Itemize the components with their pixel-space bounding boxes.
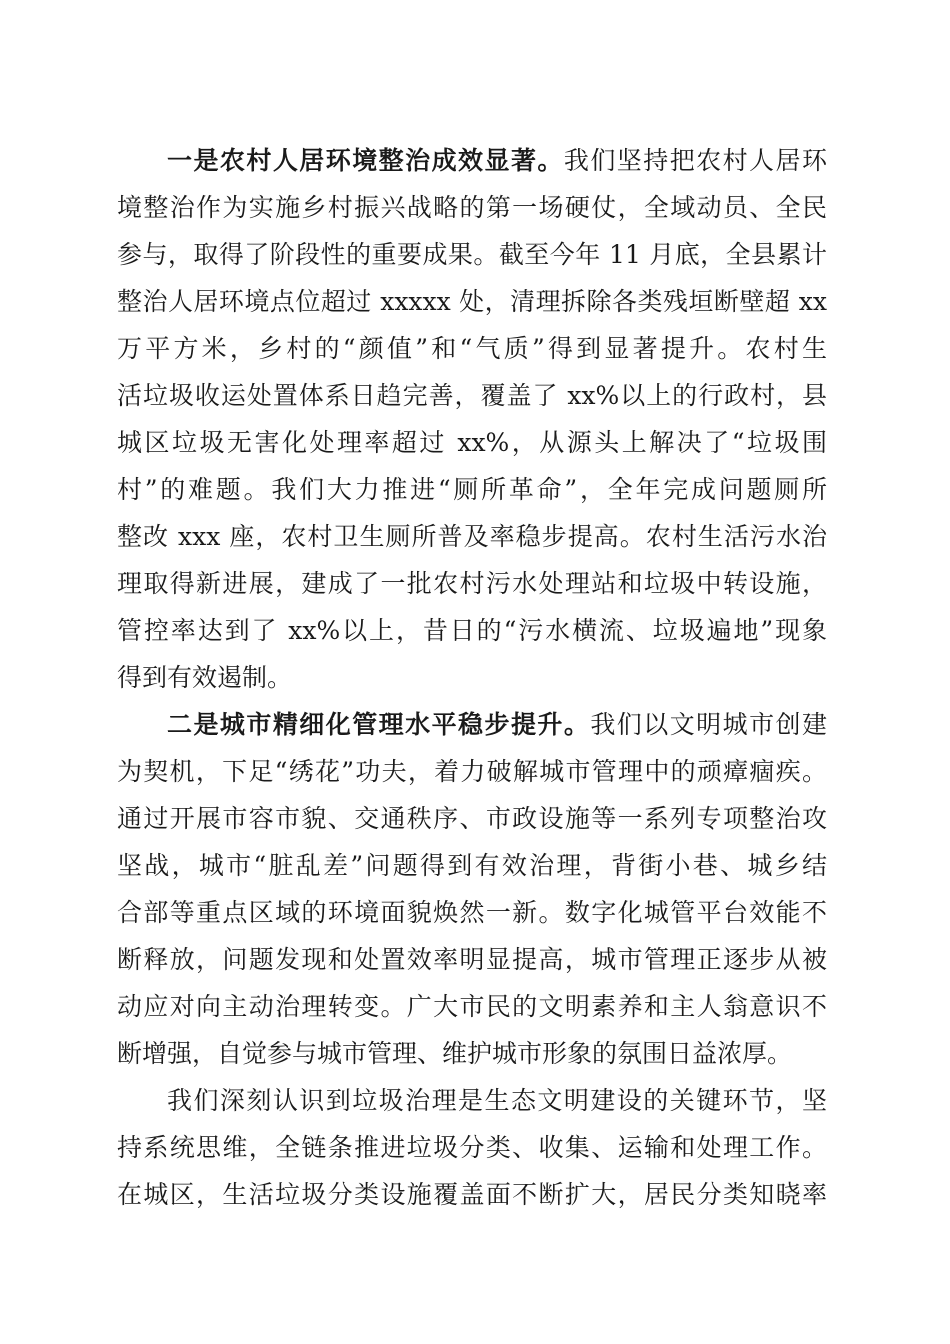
paragraph-2-line-5: 合部等重点区域的环境面貌焕然一新。数字化城管平台效能不 — [117, 898, 827, 927]
paragraph-2-line-4: 坚战，城市“脏乱差”问题得到有效治理，背街小巷、城乡结 — [117, 851, 827, 880]
paragraph-2-line-7: 动应对向主动治理转变。广大市民的文明素养和主人翁意识不 — [117, 992, 827, 1021]
paragraph-1-line-11: 管控率达到了 xx%以上，昔日的“污水横流、垃圾遍地”现象 — [117, 616, 827, 645]
paragraph-2-line-3: 通过开展市容市貌、交通秩序、市政设施等一系列专项整治攻 — [117, 804, 827, 833]
paragraph-2-line-8: 断增强，自觉参与城市管理、维护城市形象的氛围日益浓厚。 — [117, 1039, 793, 1068]
paragraph-1-line-12: 得到有效遏制。 — [117, 663, 293, 692]
paragraph-2-line-1: 二是城市精细化管理水平稳步提升。我们以文明城市创建 — [167, 710, 827, 739]
paragraph-1-line-1: 一是农村人居环境整治成效显著。我们坚持把农村人居环 — [167, 146, 827, 175]
paragraph-1-line-6: 活垃圾收运处置体系日趋完善，覆盖了 xx%以上的行政村，县 — [117, 381, 827, 410]
paragraph-1-line-9: 整改 xxx 座，农村卫生厕所普及率稳步提高。农村生活污水治 — [117, 522, 827, 551]
paragraph-1-line-8: 村”的难题。我们大力推进“厕所革命”，全年完成问题厕所 — [117, 475, 827, 504]
paragraph-3-line-3: 在城区，生活垃圾分类设施覆盖面不断扩大，居民分类知晓率 — [117, 1180, 827, 1209]
paragraph-2-line-2: 为契机，下足“绣花”功夫，着力破解城市管理中的顽瘴痼疾。 — [117, 757, 827, 786]
paragraph-1-line-10: 理取得新进展，建成了一批农村污水处理站和垃圾中转设施， — [117, 569, 827, 598]
paragraph-1-line-7: 城区垃圾无害化处理率超过 xx%，从源头上解决了“垃圾围 — [117, 428, 827, 457]
paragraph-1-line-4: 整治人居环境点位超过 xxxxx 处，清理拆除各类残垣断壁超 xx — [117, 287, 827, 316]
paragraph-2-lead: 二是城市精细化管理水平稳步提升。 — [167, 710, 591, 739]
paragraph-1-line-5: 万平方米，乡村的“颜值”和“气质”得到显著提升。农村生 — [117, 334, 827, 363]
paragraph-1-line-3: 参与，取得了阶段性的重要成果。截至今年 11 月底，全县累计 — [117, 240, 827, 269]
paragraph-1-lead: 一是农村人居环境整治成效显著。 — [167, 146, 564, 175]
paragraph-2-line-6: 断释放，问题发现和处置效率明显提高，城市管理正逐步从被 — [117, 945, 827, 974]
paragraph-1-line-2: 境整治作为实施乡村振兴战略的第一场硬仗，全域动员、全民 — [117, 193, 827, 222]
paragraph-3-line-1: 我们深刻认识到垃圾治理是生态文明建设的关键环节，坚 — [167, 1086, 827, 1115]
paragraph-3-line-2: 持系统思维，全链条推进垃圾分类、收集、运输和处理工作。 — [117, 1133, 827, 1162]
